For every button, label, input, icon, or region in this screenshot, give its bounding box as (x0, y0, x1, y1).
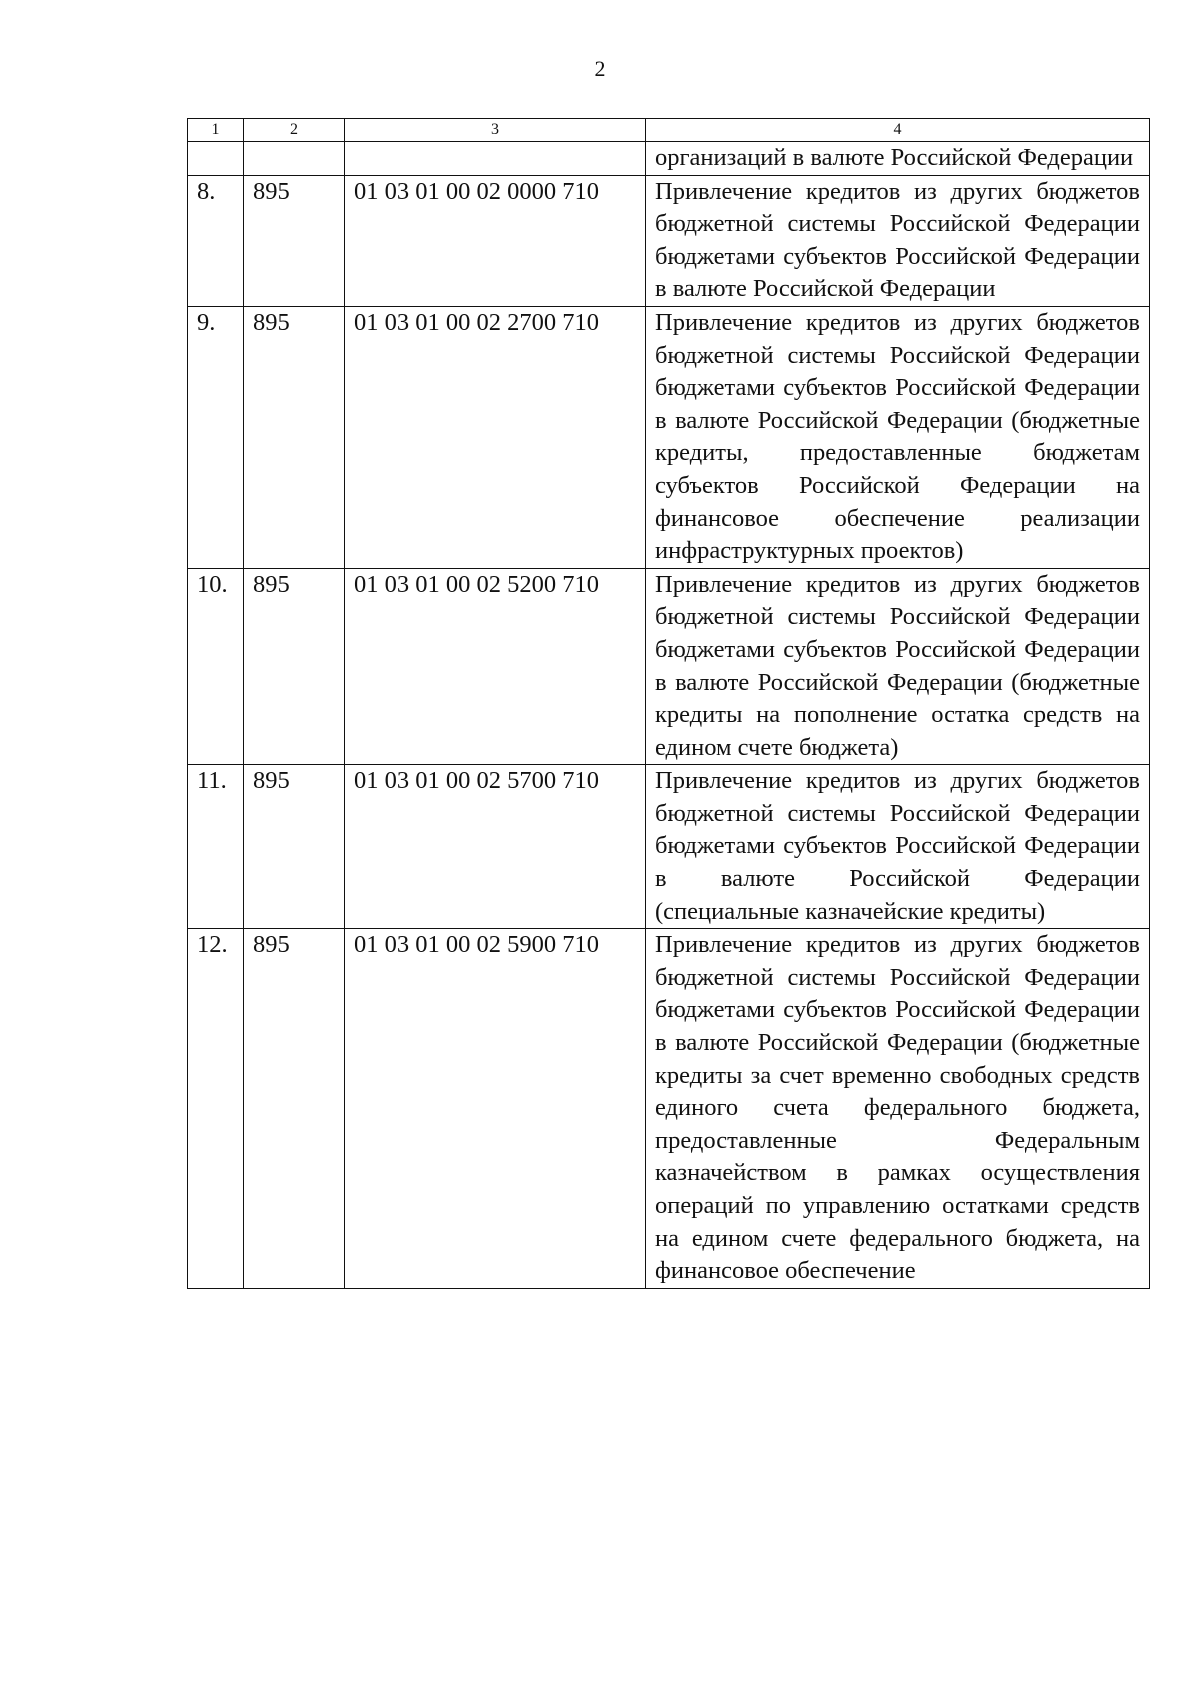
admin-code: 895 (244, 765, 345, 929)
column-header: 4 (646, 119, 1150, 142)
admin-code: 895 (244, 929, 345, 1289)
admin-code (244, 142, 345, 176)
row-number: 9. (188, 306, 244, 568)
admin-code: 895 (244, 568, 345, 765)
row-description: Привлечение кредитов из других бюджетов бюджетной системы Российской Федерации бюджетами субъектов Российской Федерации в валюте Российской Федерации (специальные казначейские кредиты) (646, 765, 1150, 929)
table-row (188, 142, 1150, 176)
table-row (188, 929, 1150, 1289)
admin-code: 895 (244, 306, 345, 568)
budget-code: 01 03 01 00 02 5900 710 (345, 929, 646, 1289)
row-description: организаций в валюте Российской Федерации (646, 142, 1150, 176)
row-description: Привлечение кредитов из других бюджетов бюджетной системы Российской Федерации бюджетами субъектов Российской Федерации в валюте Российской Федерации (бюджетные кредиты, предоставленные бюджетам субъектов Российской Федерации на финансовое обеспечение реализации инфраструктурных проектов) (646, 306, 1150, 568)
table-row (188, 306, 1150, 568)
page-number: 2 (594, 56, 606, 81)
table-header-row (188, 119, 1150, 142)
column-header: 1 (188, 119, 244, 142)
row-description: Привлечение кредитов из других бюджетов бюджетной системы Российской Федерации бюджетами субъектов Российской Федерации в валюте Российской Федерации (бюджетные кредиты за счет временно свободных средств единого счета федерального бюджета, предоставленные Федеральным казначейством в рамках осуществления операций по управлению остатками средств на едином счете федерального бюджета, на финансовое обеспечение (646, 929, 1150, 1289)
sources-table (187, 118, 1150, 1289)
budget-code: 01 03 01 00 02 2700 710 (345, 306, 646, 568)
budget-code: 01 03 01 00 02 0000 710 (345, 175, 646, 306)
row-number: 8. (188, 175, 244, 306)
table-row (188, 175, 1150, 306)
row-number: 11. (188, 765, 244, 929)
column-header: 2 (244, 119, 345, 142)
budget-code: 01 03 01 00 02 5700 710 (345, 765, 646, 929)
row-description: Привлечение кредитов из других бюджетов бюджетной системы Российской Федерации бюджетами субъектов Российской Федерации в валюте Российской Федерации (бюджетные кредиты на пополнение остатка средств на едином счете бюджета) (646, 568, 1150, 765)
table-row (188, 765, 1150, 929)
row-number (188, 142, 244, 176)
row-number: 10. (188, 568, 244, 765)
admin-code: 895 (244, 175, 345, 306)
budget-code (345, 142, 646, 176)
row-number: 12. (188, 929, 244, 1289)
budget-code: 01 03 01 00 02 5200 710 (345, 568, 646, 765)
table-row (188, 568, 1150, 765)
column-header: 3 (345, 119, 646, 142)
row-description: Привлечение кредитов из других бюджетов бюджетной системы Российской Федерации бюджетами субъектов Российской Федерации в валюте Российской Федерации (646, 175, 1150, 306)
